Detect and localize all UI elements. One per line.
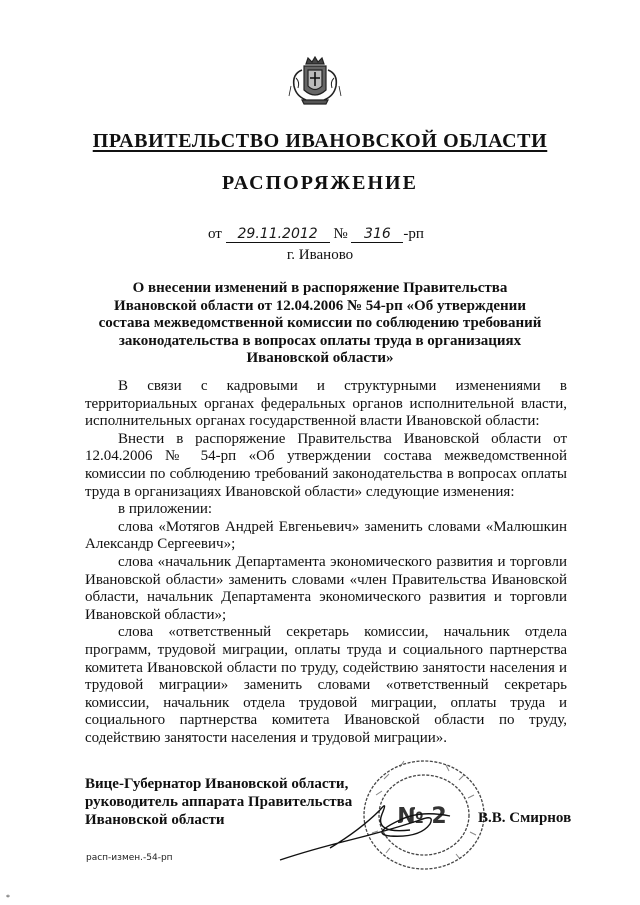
signatory-position [85,775,352,829]
body-paragraph: Внести в распоряжение Правительства Ивановской области от 12.04.2006 № 54-рп «Об утверждении состава межведомственной комиссии по соблюдению требований законодательства в вопросах оплаты труда в организациях Ивановской области» следующие изменения: [85,430,567,500]
file-reference: расп-измен.-54-рп [86,853,173,863]
position-line: руководитель аппарата Правительства [85,794,353,810]
body-paragraph: слова «Мотягов Андрей Евгеньевич» заменить словами «Малюшкин Александр Сергеевич»; [85,518,567,553]
document-body [85,378,567,747]
position-line: Ивановской области [85,812,225,828]
coat-of-arms-icon [288,56,342,106]
number-suffix: -рп [403,226,424,242]
body-paragraph: слова «начальник Департамента экономического развития и торговли Ивановской области» заменить словами «член Правительства Ивановской области, начальник Департамента экономического развития и торговли Ивановской области»; [85,553,567,623]
document-title: О внесении изменений в распоряжение Правительства Ивановской области от 12.04.2006 № 54-рп «Об утверждении состава межведомственной комиссии по соблюдению требований законодательства в вопросах оплаты труда в организациях Ивановской области» [98,280,542,366]
body-paragraph: В связи с кадровыми и структурными изменениями в территориальных органах федеральных органов исполнительной власти, исполнительных органах государственной власти Ивановской области: [85,378,567,430]
date-prefix: от [208,226,222,242]
city: г. Иваново [286,247,354,263]
body-paragraph: в приложении: [118,501,213,518]
stamp-number: № 2 [397,804,447,829]
document-type: РАСПОРЯЖЕНИЕ [222,172,418,194]
number-prefix: № [333,226,348,242]
corner-mark: * [6,893,10,902]
signatory-name: В.В. Смирнов [478,810,572,826]
position-line: Вице-Губернатор Ивановской области, [85,776,349,792]
number-value: 316 [351,226,403,243]
date-value: 29.11.2012 [226,226,330,243]
government-title: ПРАВИТЕЛЬСТВО ИВАНОВСКОЙ ОБЛАСТИ [92,130,548,152]
date-number-line [208,226,424,243]
body-paragraph: слова «ответственный секретарь комиссии, начальник отдела программ, трудовой миграции, оплаты труда и социального партнерства комитета Ивановской области по труду, содействию занятости населения и трудовой миграции» заменить словами «ответственный секретарь комиссии, начальник отдела трудовой миграции, оплаты труда и социального партнерства комитета Ивановской области по труду, содействию занятости населения и трудовой миграции». [85,624,567,746]
